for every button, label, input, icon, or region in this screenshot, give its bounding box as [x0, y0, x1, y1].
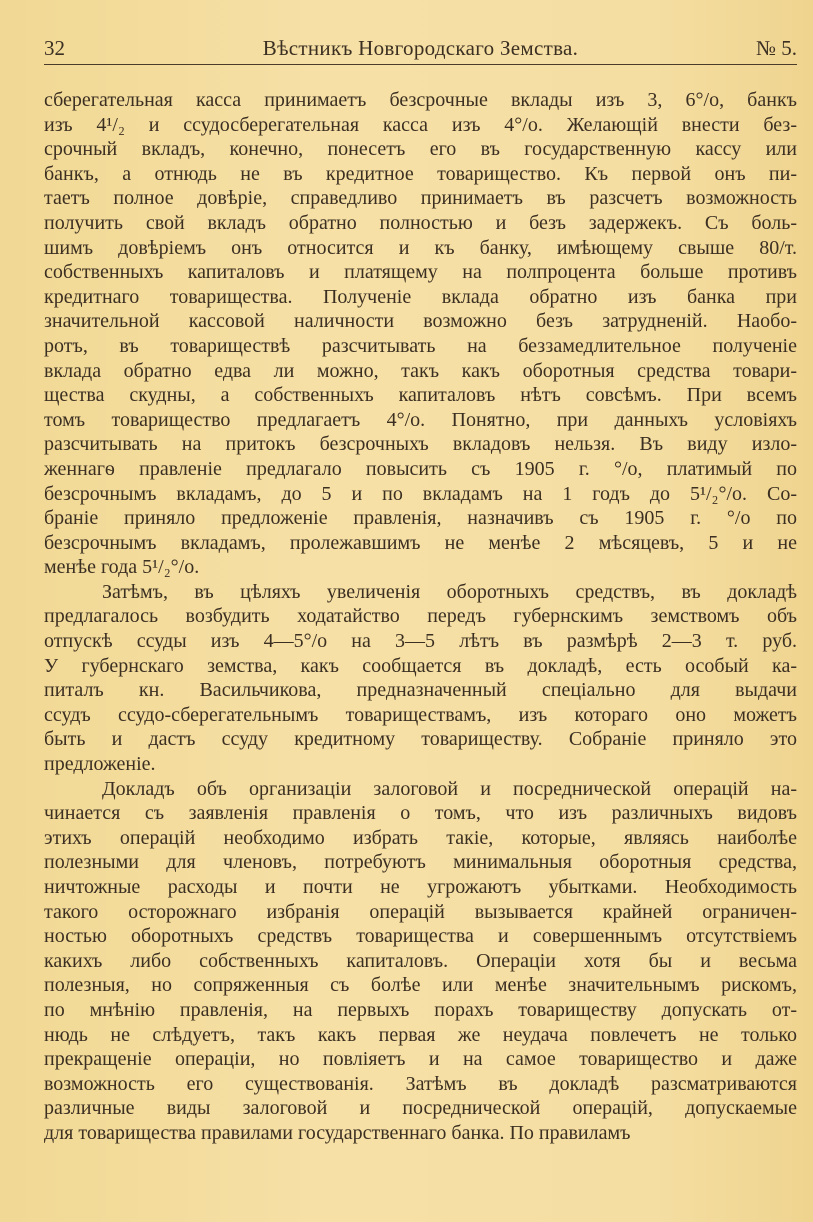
- text-line: для товарищества правилами государственнаго банка. По правиламъ: [44, 1121, 631, 1144]
- text-line: этихъ операцій необходимо избрать такіе, которые, являясь наиболѣе: [44, 826, 797, 849]
- text-line: какихъ либо собственныхъ капиталовъ. Операціи хотя бы и весьма: [44, 949, 797, 972]
- text-line: чинается съ заявленія правленія о томъ, что изъ различныхъ видовъ: [44, 802, 797, 825]
- text-line: собственныхъ капиталовъ и платящему на полпроцента больше противъ: [44, 261, 797, 284]
- text-line: томъ товарищество предлагаетъ 4°/o. Понятно, при данныхъ условіяхъ: [44, 408, 797, 431]
- text-line: разсчитывать на притокъ безсрочныхъ вкладовъ нельзя. Въ виду изло-: [44, 433, 797, 456]
- text-line: значительной кассовой наличности возможно безъ затрудненій. Наобо-: [44, 310, 797, 333]
- text-line: предлагалось возбудить ходатайство передъ губернскимъ земствомъ объ: [44, 605, 797, 628]
- text-line: отпускѣ ссуды изъ 4—5°/o на 3—5 лѣтъ въ размѣрѣ 2—3 т. руб.: [44, 630, 797, 653]
- running-header: [44, 34, 797, 65]
- text-line: полезныя, но сопряженныя съ болѣе или менѣе значительнымъ рискомъ,: [44, 974, 797, 997]
- text-line: браніе приняло предложеніе правленія, назначивъ съ 1905 г. °/o по: [44, 507, 797, 530]
- text-line: срочный вкладъ, конечно, понесетъ его въ государственную кассу или: [44, 138, 797, 161]
- body-text: [44, 88, 797, 1146]
- text-line: безсрочнымъ вкладамъ, пролежавшимъ не менѣе 2 мѣсяцевъ, 5 и не: [44, 531, 797, 554]
- text-line: по мнѣнію правленія, на первыхъ порахъ товариществу допускать от-: [44, 998, 797, 1021]
- page-number: 32: [44, 36, 65, 60]
- paragraph: [44, 88, 797, 580]
- text-line: ничтожные расходы и почти не угрожаютъ убытками. Необходимость: [44, 876, 797, 898]
- text-line: быть и дастъ ссуду кредитному товариществу. Собраніе приняло это: [44, 728, 797, 751]
- text-line: ностью оборотныхъ средствъ товарищества и совершеннымъ отсутствіемъ: [44, 925, 797, 948]
- text-line: прекращеніе операціи, но повліяетъ и на самое товарищество и даже: [44, 1048, 797, 1071]
- text-line: щества скудны, а собственныхъ капиталовъ нѣтъ совсѣмъ. При всемъ: [44, 384, 797, 407]
- text-line: изъ 4¹/₂ и ссудосберегательная касса изъ 4°/o. Желающій внести без-: [44, 113, 797, 136]
- text-line: Затѣмъ, въ цѣляхъ увеличенія оборотныхъ средствъ, въ докладѣ: [102, 580, 797, 603]
- text-line: нюдь не слѣдуетъ, такъ какъ первая же неудача повлечетъ не только: [44, 1023, 797, 1046]
- text-line: шимъ довѣріемъ онъ относится и къ банку, имѣющему свыше 80/т.: [44, 236, 797, 259]
- text-line: возможность его существованія. Затѣмъ въ докладѣ разсматриваются: [44, 1072, 797, 1095]
- issue-number: № 5.: [755, 36, 797, 60]
- text-line: безсрочнымъ вкладамъ, до 5 и по вкладамъ на 1 годъ до 5¹/₂°/o. Со-: [44, 482, 797, 505]
- text-line: женнагѳ правленіе предлагало повысить съ 1905 г. °/o, платимый по: [44, 457, 797, 480]
- text-line: различные виды залоговой и посреднической операцій, допускаемые: [44, 1097, 797, 1120]
- journal-title: Вѣстникъ Новгородскаго Земства.: [262, 36, 579, 60]
- text-line: сберегательная касса принимаетъ безсрочные вклады изъ 3, 6°/o, банкъ: [44, 89, 797, 111]
- text-line: У губернскаго земства, какъ сообщается въ докладѣ, есть особый ка-: [44, 654, 797, 677]
- text-line: питалъ кн. Васильчикова, предназначенный спеціально для выдачи: [44, 679, 797, 702]
- text-line: банкъ, а отнюдь не въ кредитное товарищество. Къ первой онъ пи-: [44, 162, 797, 185]
- text-line: ссудъ ссудо-сберегательнымъ товариществамъ, изъ котораго оно можетъ: [44, 703, 797, 726]
- paragraph: [44, 777, 797, 1146]
- text-line: таетъ полное довѣріе, справедливо принимаетъ въ разсчетъ возможность: [44, 187, 797, 210]
- text-line: предложеніе.: [44, 753, 156, 776]
- text-line: полезными для членовъ, потребуютъ минимальныя оборотныя средства,: [44, 851, 797, 874]
- text-line: получить свой вкладъ обратно полностью и безъ задержекъ. Съ боль-: [44, 211, 797, 234]
- text-line: такого осторожнаго избранія операцій вызывается крайней ограничен-: [44, 900, 797, 923]
- text-line: кредитнаго товарищества. Полученіе вклада обратно изъ банка при: [44, 285, 797, 308]
- text-line: ротъ, въ товариществѣ разсчитывать на беззамедлительное полученіе: [44, 334, 797, 357]
- text-line: менѣе года 5¹/₂°/o.: [44, 556, 200, 579]
- text-line: Докладъ объ организаціи залоговой и посреднической операцій на-: [102, 777, 797, 800]
- text-line: вклада обратно едва ли можно, такъ какъ оборотныя средства товари-: [44, 359, 797, 382]
- paragraph: [44, 580, 797, 777]
